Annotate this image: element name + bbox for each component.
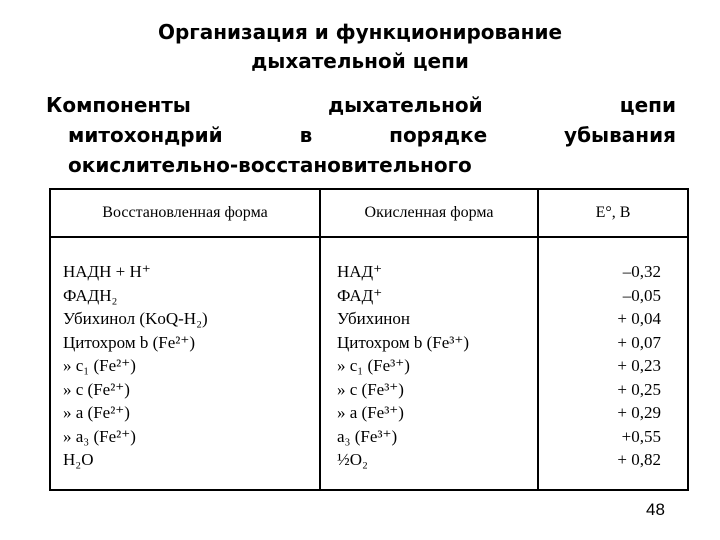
table-body-row — [50, 237, 688, 490]
potential-cell: + 0,23 — [617, 356, 661, 375]
oxidized-form-cell: » a (Fe³⁺) — [337, 403, 404, 422]
potential-cell: + 0,82 — [617, 450, 661, 469]
intro-word: дыхательной — [327, 93, 483, 117]
intro-word: цепи — [619, 93, 676, 117]
intro-word: окислительно-восстановительного — [68, 153, 472, 177]
reduced-form-cell: Цитохром b (Fe²⁺) — [63, 332, 195, 352]
oxidized-form-cell: » c (Fe³⁺) — [337, 379, 404, 399]
reduced-form-cell: ФАДН₂ — [63, 285, 118, 305]
oxidized-form-cell: Цитохром b (Fe³⁺) — [337, 332, 469, 352]
reduced-form-cell: H₂O — [63, 450, 94, 469]
potential-cell: +0,55 — [621, 426, 661, 446]
reduced-form-cell: » a (Fe²⁺) — [63, 403, 130, 422]
potential-column — [538, 237, 688, 490]
slide-title — [0, 18, 720, 76]
reduced-form-cell: НАДН + H⁺ — [63, 262, 151, 281]
title-line-2: дыхательной цепи — [251, 49, 469, 73]
reduced-form-cell: Убихинол (KoQ-H₂) — [63, 309, 208, 328]
intro-word: убывания — [564, 123, 676, 147]
intro-word: порядке — [389, 123, 488, 147]
intro-word: Компоненты — [46, 93, 191, 117]
header-reduced-form: Восстановленная форма — [50, 189, 320, 237]
intro-line-2 — [46, 120, 676, 150]
oxidized-form-cell: ФАД⁺ — [337, 285, 383, 305]
oxidized-form-cell: ½O₂ — [337, 450, 368, 469]
reduced-form-cell: » c (Fe²⁺) — [63, 379, 130, 399]
reduced-form-cell: » a₃ (Fe²⁺) — [63, 426, 136, 446]
oxidized-form-cell: НАД⁺ — [337, 262, 383, 281]
intro-paragraph — [46, 90, 676, 180]
oxidized-form-cell: a₃ (Fe³⁺) — [337, 426, 398, 446]
oxidized-form-cell: » c₁ (Fe³⁺) — [337, 356, 410, 375]
potential-cell: + 0,29 — [617, 403, 661, 422]
reduced-form-column — [50, 237, 320, 490]
redox-table — [49, 188, 689, 491]
header-oxidized-form: Окисленная форма — [320, 189, 538, 237]
potential-cell: + 0,04 — [617, 309, 661, 328]
page-number: 48 — [646, 500, 665, 519]
header-potential: E°, B — [538, 189, 688, 237]
reduced-form-cell: » c₁ (Fe²⁺) — [63, 356, 136, 375]
potential-cell: + 0,07 — [617, 332, 661, 352]
potential-cell: –0,05 — [622, 285, 661, 305]
table-header-row — [50, 189, 688, 237]
intro-line-1 — [46, 90, 676, 120]
title-line-1: Организация и функционирование — [157, 20, 563, 44]
potential-cell: + 0,25 — [617, 379, 661, 399]
intro-line-3 — [46, 150, 676, 180]
intro-word: митохондрий — [68, 123, 223, 147]
potential-cell: –0,32 — [622, 262, 661, 281]
oxidized-form-column — [320, 237, 538, 490]
oxidized-form-cell: Убихинон — [337, 309, 411, 328]
intro-word: в — [299, 123, 313, 147]
